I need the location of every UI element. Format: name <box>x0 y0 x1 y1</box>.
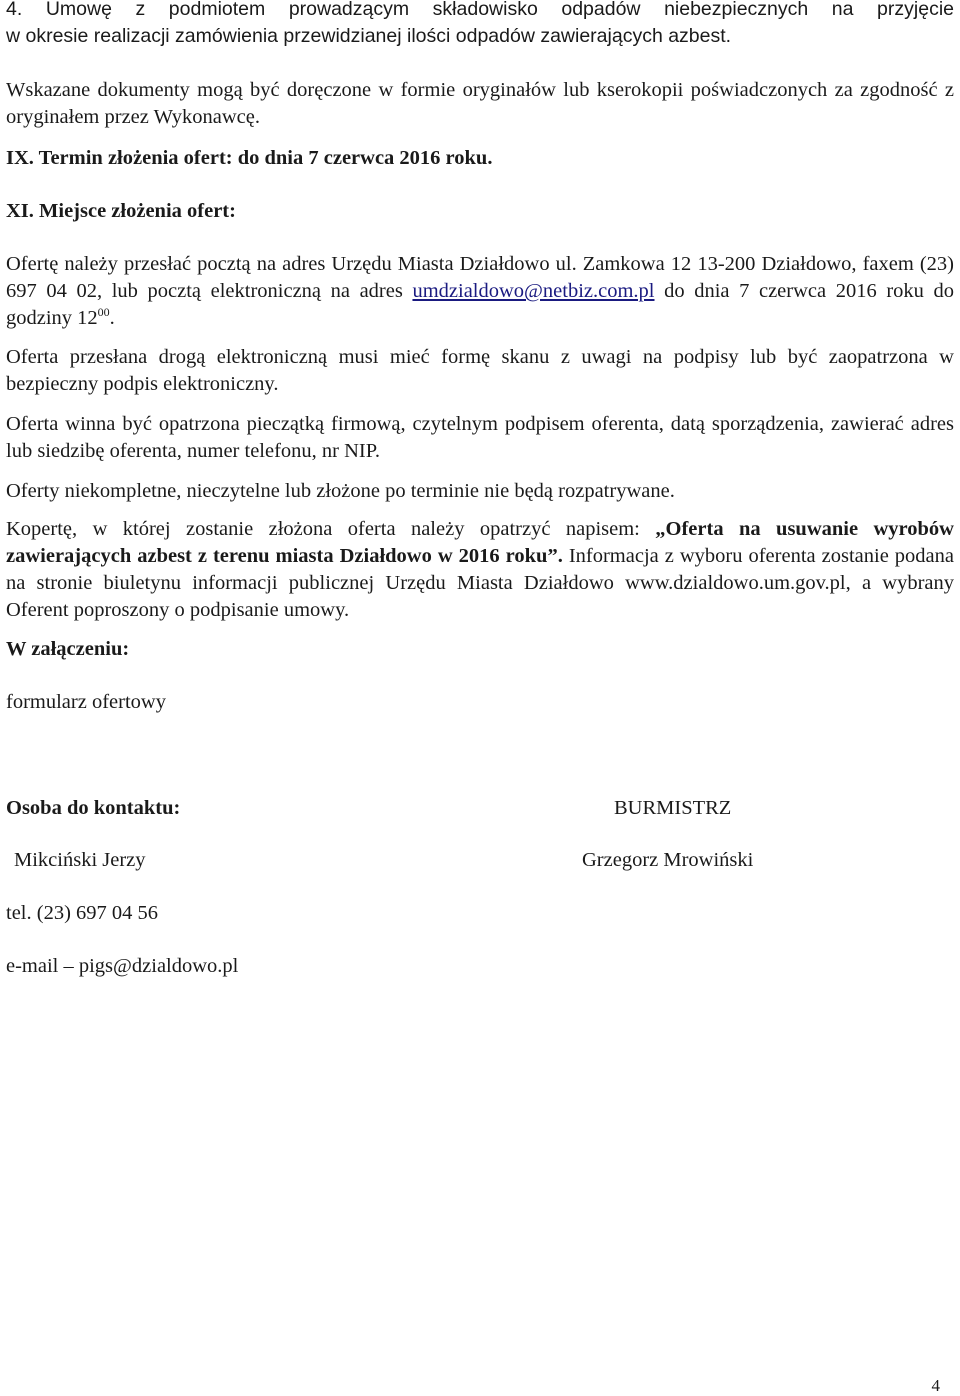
contact-phone: tel. (23) 697 04 56 <box>6 902 159 924</box>
envelope-rest: Informacja z wyboru oferenta zostanie podana na stronie biuletynu informacji publicznej Urzędu Miasta Działdowo www.dzialdowo.um.gov.pl, a wybrany Oferent poproszony o podpisanie umowy. <box>6 545 954 621</box>
address-deadline: do dnia 7 czerwca 2016 roku do godziny 12 <box>6 280 955 329</box>
item-4-line-1: 4. Umowę z podmiotem prowadzącym składowisko odpadów niebezpiecznych na przyjęcie <box>6 0 954 20</box>
documents-note: Wskazane dokumenty mogą być doręczone w formie oryginałów lub kserokopii poświadczonych za zgodność z oryginałem przez Wykonawcę. <box>6 79 954 128</box>
email-link[interactable]: umdzialdowo@netbiz.com.pl <box>412 280 655 302</box>
item-4-line-2: w okresie realizacji zamówienia przewidzianej ilości odpadów zawierających azbest. <box>6 25 732 47</box>
envelope-intro: Kopertę, w której zostanie złożona oferta należy opatrzyć napisem: <box>6 518 656 540</box>
signatory-name: Grzegorz Mrowiński <box>582 849 754 871</box>
address-text: Ofertę należy przesłać pocztą na adres Urzędu Miasta Działdowo ul. Zamkowa 12 13-200 Działdowo, faxem (23) 697 04 02, lub pocztą elektroniczną na adres <box>6 253 954 302</box>
contact-heading: Osoba do kontaktu: <box>6 797 181 819</box>
contact-name: Mikciński Jerzy <box>14 849 146 871</box>
address-paragraph <box>6 251 954 332</box>
item-4 <box>6 0 954 50</box>
electronic-note: Oferta przesłana drogą elektroniczną musi mieć formę skanu z uwagi na podpisy lub być zaopatrzona w bezpieczny podpis elektroniczny. <box>6 346 954 395</box>
attachments-heading: W załączeniu: <box>6 638 130 660</box>
incomplete-note: Oferty niekompletne, nieczytelne lub złożone po terminie nie będą rozpatrywane. <box>6 480 675 502</box>
attachment-item: formularz ofertowy <box>6 691 166 713</box>
section-xi-heading: XI. Miejsce złożenia ofert: <box>6 200 236 222</box>
signatory-title: BURMISTRZ <box>614 797 732 819</box>
hour-superscript: 00 <box>97 305 110 320</box>
section-ix-heading: IX. Termin złożenia ofert: do dnia 7 czerwca 2016 roku. <box>6 147 493 169</box>
envelope-label: „Oferta na usuwanie wyrobów zawierających azbest z terenu miasta Działdowo w 2016 roku”. <box>6 518 954 567</box>
address-end: . <box>109 307 115 329</box>
stamp-note: Oferta winna być opatrzona pieczątką firmową, czytelnym podpisem oferenta, datą sporządzenia, zawierać adres lub siedzibę oferenta, numer telefonu, nr NIP. <box>6 413 954 462</box>
page-number: 4 <box>931 1376 940 1395</box>
contact-email: e-mail – pigs@dzialdowo.pl <box>6 955 239 977</box>
envelope-paragraph <box>6 516 954 624</box>
